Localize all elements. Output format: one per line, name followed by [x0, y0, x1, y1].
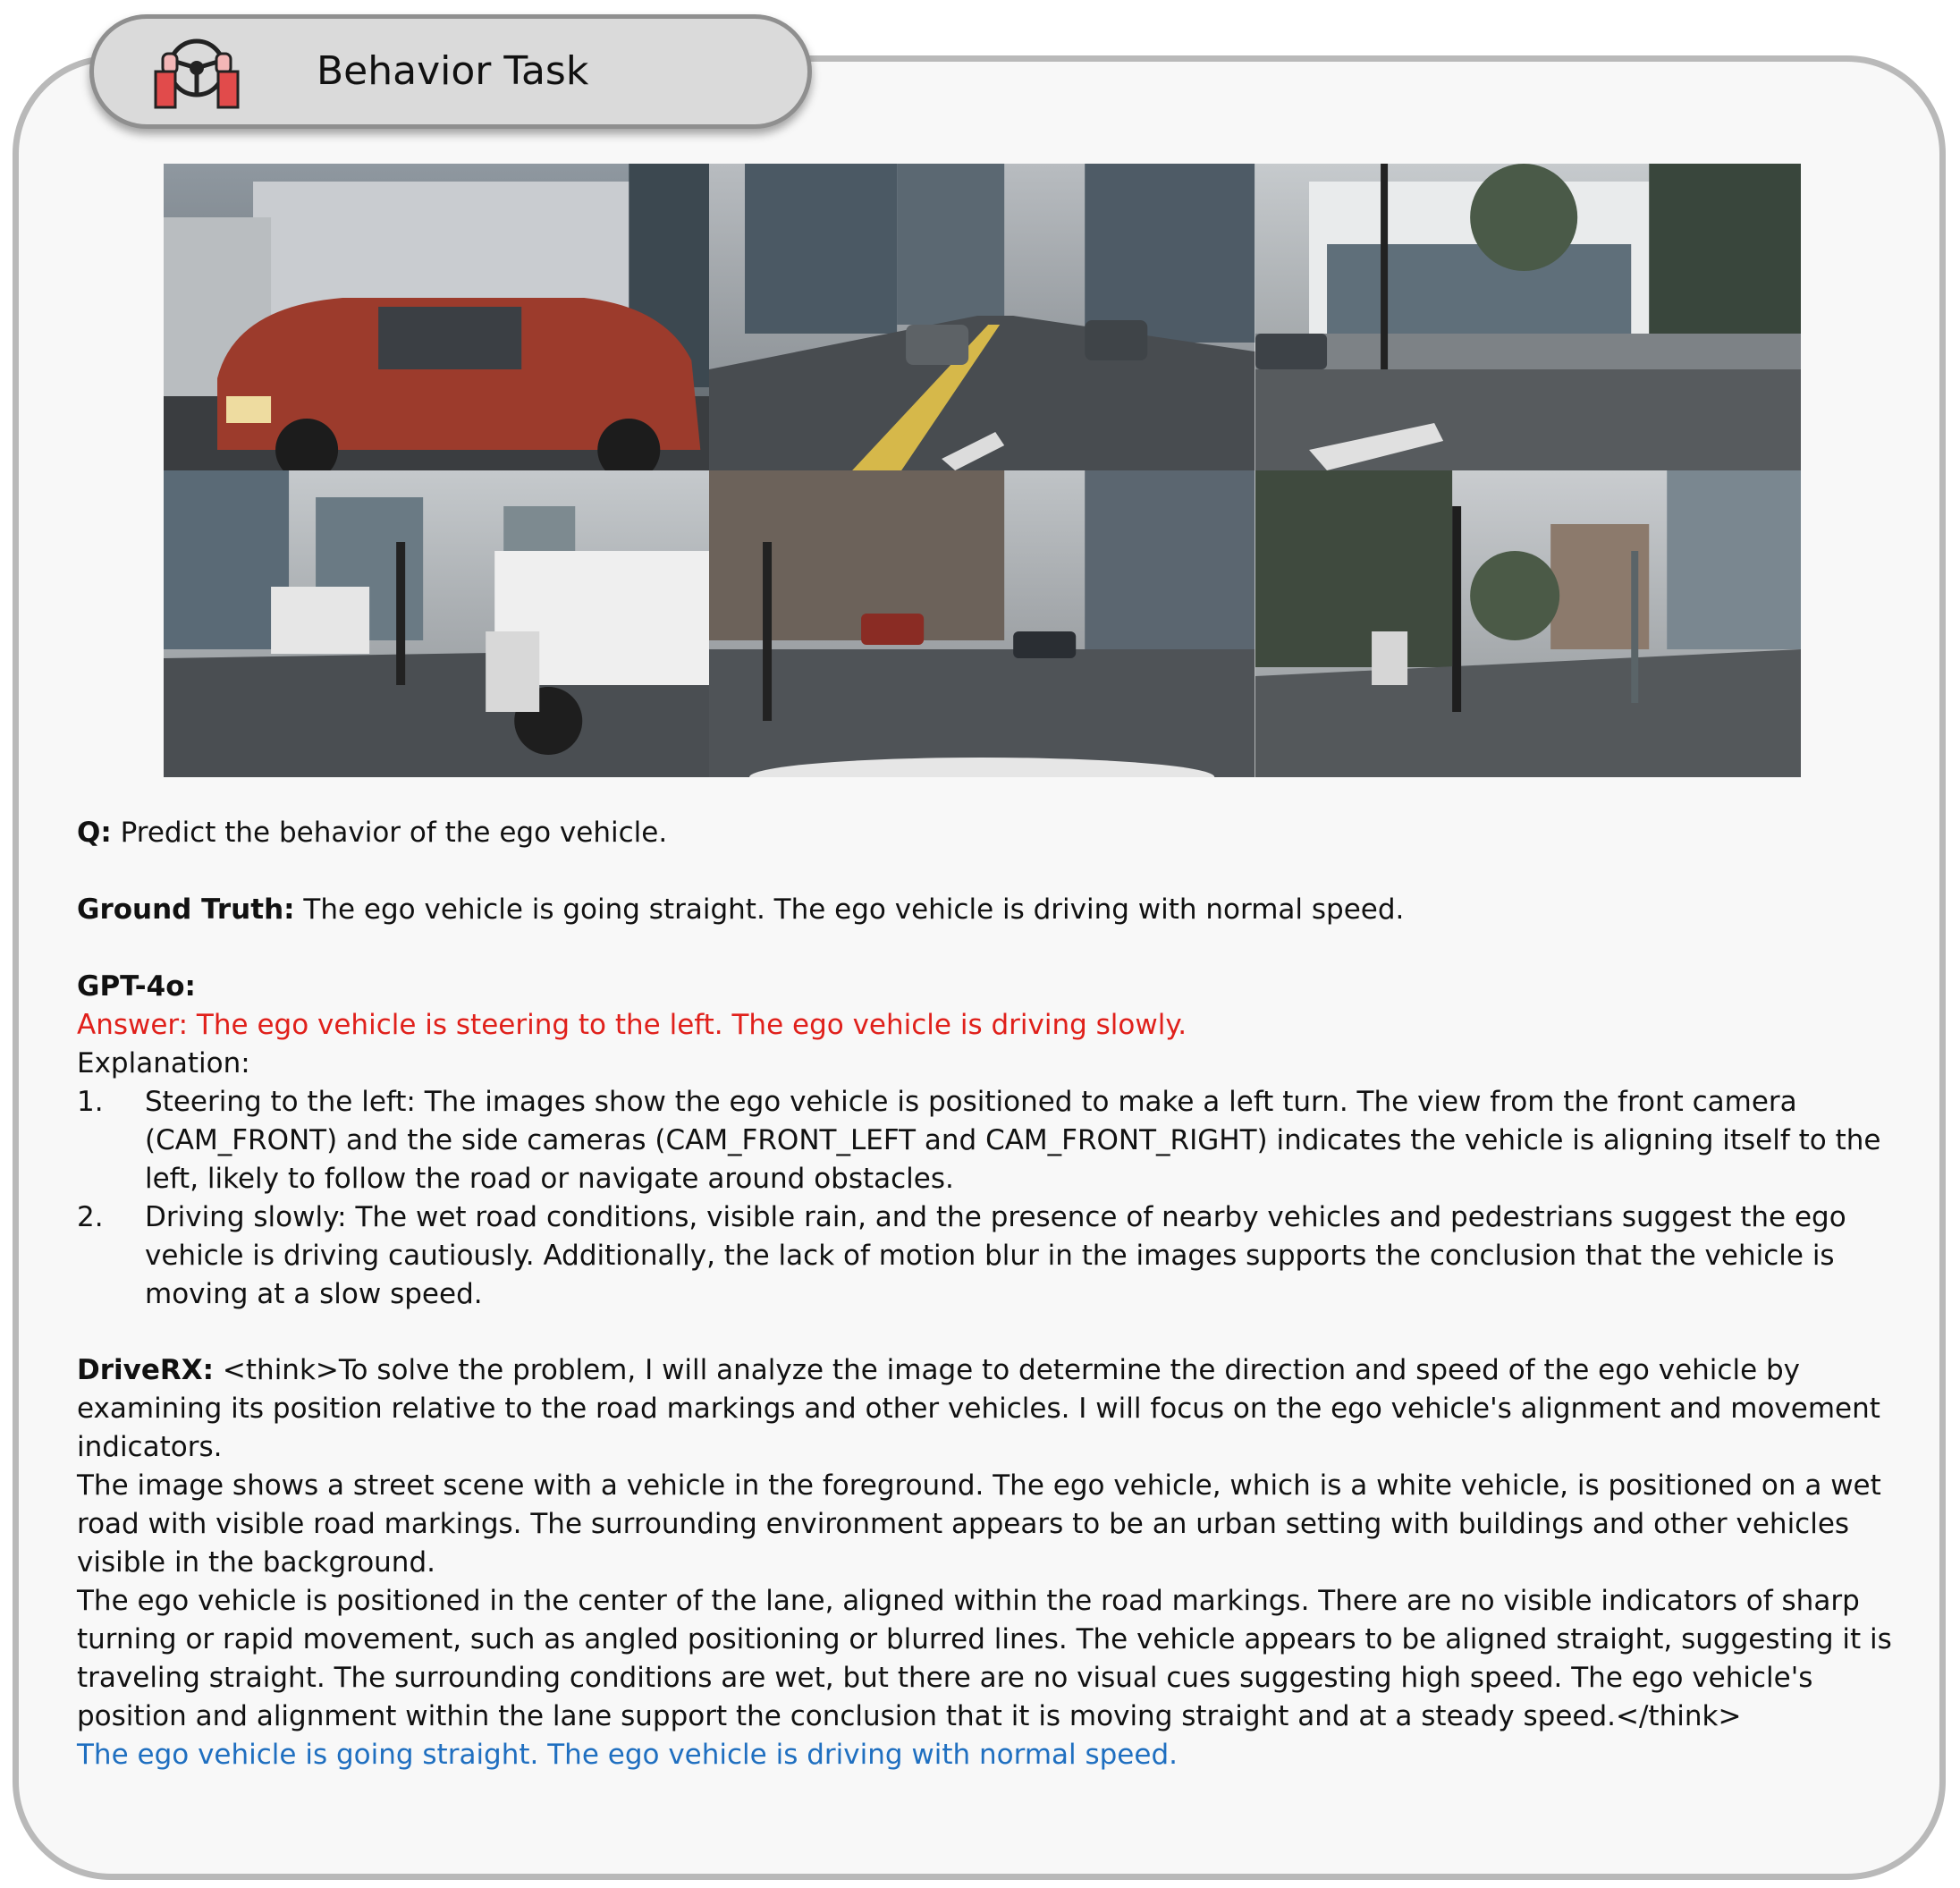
ground-truth-label: Ground Truth: [77, 893, 295, 926]
question-label: Q: [77, 817, 112, 849]
item-text: Steering to the left: The images show the ego vehicle is positioned to make a left turn. The view from the front camera (CAM_FRONT) and the side cameras (CAM_FRONT_LEFT and CAM_FRONT_RIGHT) indicates the vehicle is aligning itself to the left, likely to follow the road or navigate around obstacles. [145, 1086, 1881, 1195]
gpt4o-section [77, 968, 1892, 1314]
camera-view-front-left [164, 164, 709, 470]
camera-view-back-right [1255, 470, 1801, 777]
camera-grid [164, 164, 1801, 777]
steering-wheel-icon [143, 34, 250, 114]
driverx-answer: The ego vehicle is going straight. The ego vehicle is driving with normal speed. [77, 1739, 1178, 1771]
question-line [77, 814, 1892, 852]
camera-view-back-left [164, 470, 709, 777]
ground-truth-line [77, 891, 1892, 929]
item-number: 2. [77, 1201, 104, 1233]
driverx-think-paragraph [77, 1351, 1892, 1467]
driverx-paragraph-3: The ego vehicle is positioned in the center of the lane, aligned within the road markings. There are no visible indicators of sharp turning or rapid movement, such as angled positioning or blurred lines. The vehicle appears to be aligned straight, suggesting it is traveling straight. The surrounding conditions are wet, but there are no visual cues suggesting high speed. The ego vehicle's position and alignment within the lane support the conclusion that it is moving straight and at a steady speed.</think> [77, 1585, 1892, 1732]
driverx-section [77, 1351, 1892, 1774]
gpt4o-explanation-label: Explanation: [77, 1047, 250, 1079]
question-text: Predict the behavior of the ego vehicle. [120, 817, 668, 849]
page-title: Behavior Task [317, 48, 589, 94]
ground-truth-text: The ego vehicle is going straight. The ego vehicle is driving with normal speed. [303, 893, 1405, 926]
camera-view-front [709, 164, 1255, 470]
gpt4o-explanation-item [77, 1198, 1892, 1314]
item-text: Driving slowly: The wet road conditions, visible rain, and the presence of nearby vehicles and pedestrians suggest the ego vehicle is driving cautiously. Additionally, the lack of motion blur in the images supports the conclusion that the vehicle is moving at a slow speed. [145, 1201, 1846, 1310]
camera-view-front-right [1255, 164, 1801, 470]
camera-view-back [709, 470, 1255, 777]
item-number: 1. [77, 1086, 104, 1118]
driverx-paragraph-2: The image shows a street scene with a vehicle in the foreground. The ego vehicle, which is a white vehicle, is positioned on a wet road with visible road markings. The surrounding environment appears to be an urban setting with buildings and other vehicles visible in the background. [77, 1469, 1881, 1579]
gpt4o-label: GPT-4o: [77, 970, 196, 1003]
gpt4o-answer: Answer: The ego vehicle is steering to the left. The ego vehicle is driving slowly. [77, 1009, 1187, 1041]
driverx-label: DriveRX: [77, 1354, 215, 1386]
gpt4o-explanation-item [77, 1083, 1892, 1198]
driverx-think-text: <think>To solve the problem, I will analyze the image to determine the direction and speed of the ego vehicle by examining its position relative to the road markings and other vehicles. I will focus on the ego vehicle's alignment and movement indicators. [77, 1354, 1880, 1463]
